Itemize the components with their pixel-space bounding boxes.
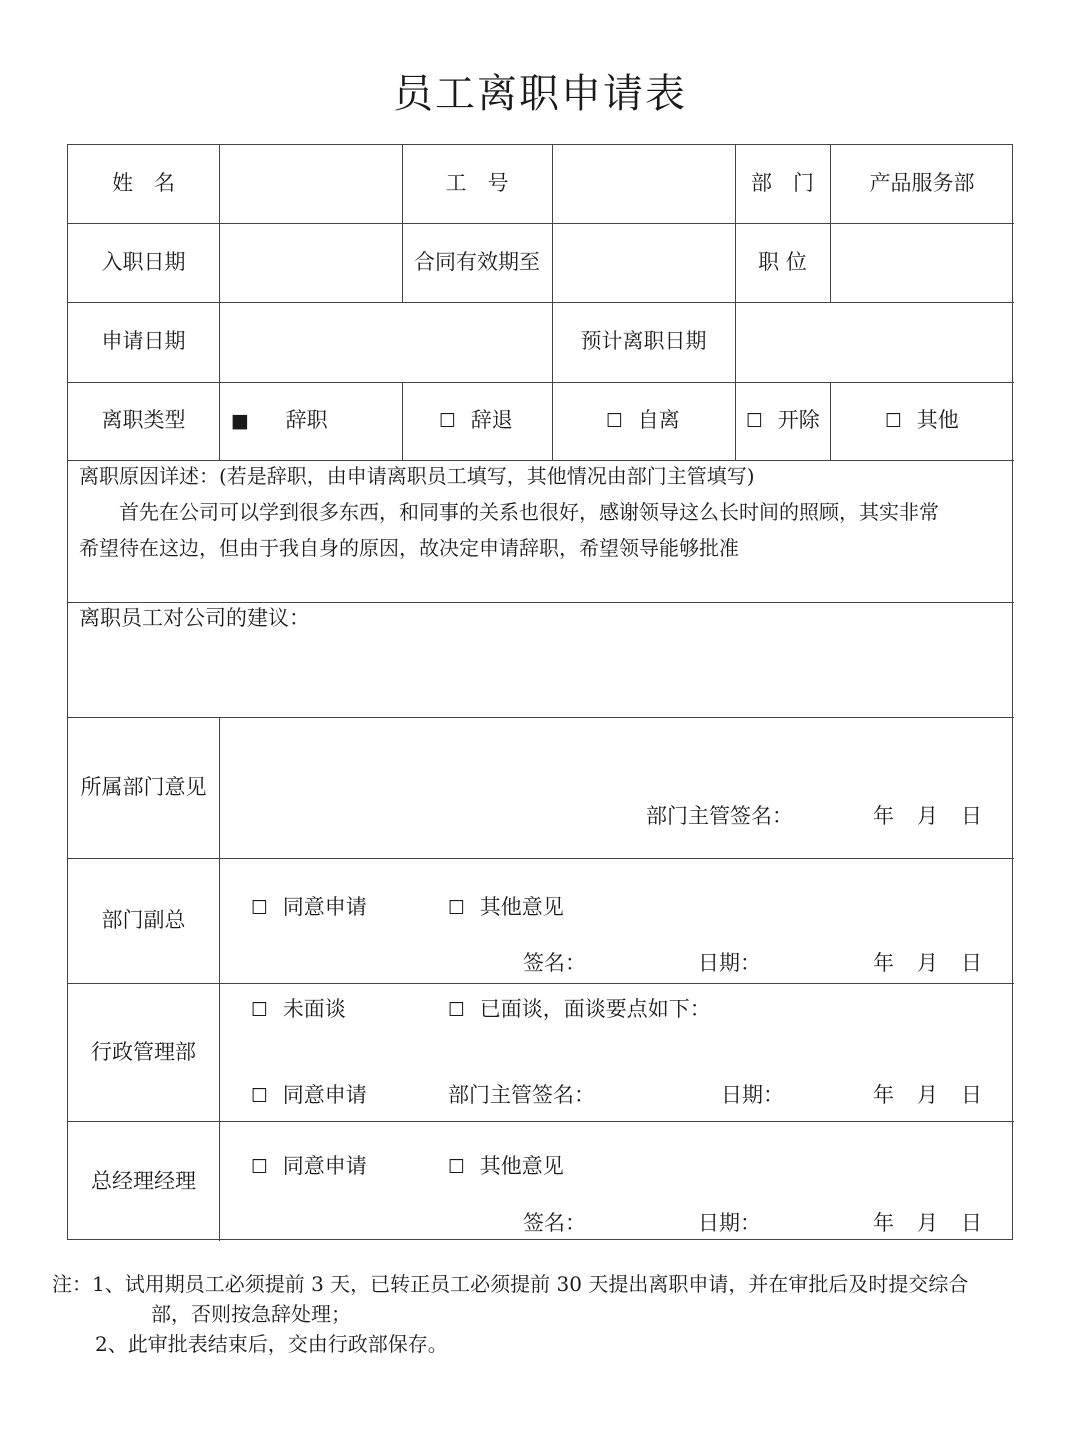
option-self-leave[interactable] bbox=[606, 408, 680, 433]
reason-section bbox=[79, 458, 1009, 566]
signature-label: 签名： bbox=[523, 951, 586, 975]
reason-heading: 离职原因详述：(若是辞职，由申请离职员工填写，其他情况由部门主管填写) bbox=[79, 464, 755, 488]
option-label: 未面谈 bbox=[282, 997, 346, 1021]
row-divider bbox=[68, 858, 1014, 859]
contract-expiry-label: 合同有效期至 bbox=[414, 250, 540, 274]
option-label: 其他意见 bbox=[479, 895, 564, 919]
note-line-2: 2、此审批表结束后，交由行政部保存。 bbox=[95, 1332, 448, 1356]
position-label: 职 位 bbox=[758, 250, 807, 274]
day-label: 日 bbox=[961, 804, 982, 828]
row-divider bbox=[68, 382, 1014, 383]
row-divider bbox=[68, 602, 1014, 603]
checkbox-checked-icon[interactable]: ■ bbox=[231, 410, 249, 432]
leave-type-label: 离职类型 bbox=[101, 408, 186, 432]
admin-dept-label: 行政管理部 bbox=[91, 1040, 196, 1064]
month-label: 月 bbox=[917, 1083, 938, 1107]
gm-other-option[interactable] bbox=[448, 1154, 564, 1179]
option-label: 开除 bbox=[777, 408, 820, 432]
year-label: 年 bbox=[873, 1083, 894, 1107]
dept-supervisor-signature-label: 部门主管签名： bbox=[646, 804, 793, 828]
dept-opinion-label: 所属部门意见 bbox=[80, 775, 207, 799]
option-label: 辞退 bbox=[470, 408, 513, 432]
form-title: 员工离职申请表 bbox=[393, 71, 687, 117]
deputy-approve-option[interactable] bbox=[251, 895, 367, 920]
option-label: 同意申请 bbox=[282, 895, 367, 919]
month-label: 月 bbox=[917, 951, 938, 975]
day-label: 日 bbox=[961, 1211, 982, 1235]
row-divider bbox=[68, 302, 1014, 303]
employee-id-label: 工 号 bbox=[445, 171, 509, 195]
checkbox-icon[interactable]: ☐ bbox=[606, 410, 624, 432]
option-label: 辞职 bbox=[285, 408, 328, 432]
col-divider bbox=[219, 145, 220, 460]
option-dismissed[interactable] bbox=[439, 408, 513, 433]
month-label: 月 bbox=[917, 1211, 938, 1235]
checkbox-icon[interactable]: ☐ bbox=[448, 1156, 466, 1178]
option-label: 已面谈，面谈要点如下： bbox=[479, 997, 711, 1021]
reason-text-line[interactable]: 首先在公司可以学到很多东西，和同事的关系也很好，感谢领导这么长时间的照顾，其实非常 bbox=[79, 500, 939, 524]
admin-not-interviewed-option[interactable] bbox=[251, 997, 346, 1022]
gm-approve-option[interactable] bbox=[251, 1154, 367, 1179]
checkbox-icon[interactable]: ☐ bbox=[251, 1085, 269, 1107]
admin-approve-option[interactable] bbox=[251, 1083, 367, 1108]
note-line-1: 注：1、试用期员工必须提前 3 天，已转正员工必须提前 30 天提出离职申请，并在审批后及时提交综合 bbox=[52, 1272, 969, 1296]
col-divider bbox=[402, 382, 403, 460]
note-line-1-continued: 部，否则按急辞处理； bbox=[151, 1302, 351, 1326]
deputy-label: 部门副总 bbox=[101, 908, 186, 932]
name-label: 姓 名 bbox=[112, 171, 175, 195]
option-label: 自离 bbox=[637, 408, 680, 432]
option-label: 其他意见 bbox=[479, 1154, 564, 1178]
col-divider bbox=[219, 717, 220, 1241]
admin-interviewed-option[interactable] bbox=[448, 997, 711, 1022]
checkbox-icon[interactable]: ☐ bbox=[448, 999, 466, 1021]
col-divider bbox=[552, 145, 553, 460]
option-label: 其他 bbox=[916, 408, 959, 432]
year-label: 年 bbox=[873, 1211, 894, 1235]
col-divider bbox=[830, 145, 831, 302]
checkbox-icon[interactable]: ☐ bbox=[746, 410, 764, 432]
col-divider bbox=[830, 382, 831, 460]
row-divider bbox=[68, 1121, 1014, 1122]
date-label: 日期： bbox=[721, 1083, 784, 1107]
department-value: 产品服务部 bbox=[869, 171, 975, 195]
general-manager-label: 总经理经理 bbox=[91, 1169, 196, 1193]
row-divider bbox=[68, 983, 1014, 984]
col-divider bbox=[402, 145, 403, 302]
day-label: 日 bbox=[961, 1083, 982, 1107]
checkbox-icon[interactable]: ☐ bbox=[251, 1156, 269, 1178]
date-label: 日期： bbox=[698, 1211, 761, 1235]
dept-supervisor-signature-label: 部门主管签名： bbox=[448, 1083, 595, 1107]
checkbox-icon[interactable]: ☐ bbox=[439, 410, 457, 432]
option-label: 同意申请 bbox=[282, 1154, 367, 1178]
resignation-form-table bbox=[67, 144, 1013, 1240]
option-label: 同意申请 bbox=[282, 1083, 367, 1107]
year-label: 年 bbox=[873, 804, 894, 828]
date-label: 日期： bbox=[698, 951, 761, 975]
month-label: 月 bbox=[917, 804, 938, 828]
option-other[interactable] bbox=[885, 408, 959, 433]
row-divider bbox=[68, 717, 1014, 718]
checkbox-icon[interactable]: ☐ bbox=[448, 897, 466, 919]
reason-text-line[interactable]: 希望待在这边，但由于我自身的原因，故决定申请辞职，希望领导能够批准 bbox=[79, 536, 739, 560]
deputy-other-option[interactable] bbox=[448, 895, 564, 920]
suggestion-heading: 离职员工对公司的建议： bbox=[79, 606, 310, 630]
row-divider bbox=[68, 223, 1014, 224]
checkbox-icon[interactable]: ☐ bbox=[251, 999, 269, 1021]
option-expelled[interactable] bbox=[746, 408, 820, 433]
checkbox-icon[interactable]: ☐ bbox=[885, 410, 903, 432]
signature-label: 签名： bbox=[523, 1211, 586, 1235]
expected-leave-date-label: 预计离职日期 bbox=[580, 329, 707, 353]
day-label: 日 bbox=[961, 951, 982, 975]
year-label: 年 bbox=[873, 951, 894, 975]
checkbox-icon[interactable]: ☐ bbox=[251, 897, 269, 919]
notes-section bbox=[52, 1269, 1042, 1359]
hire-date-label: 入职日期 bbox=[101, 250, 186, 274]
department-label: 部 门 bbox=[751, 171, 814, 195]
option-resign[interactable] bbox=[231, 408, 328, 433]
apply-date-label: 申请日期 bbox=[101, 329, 186, 353]
